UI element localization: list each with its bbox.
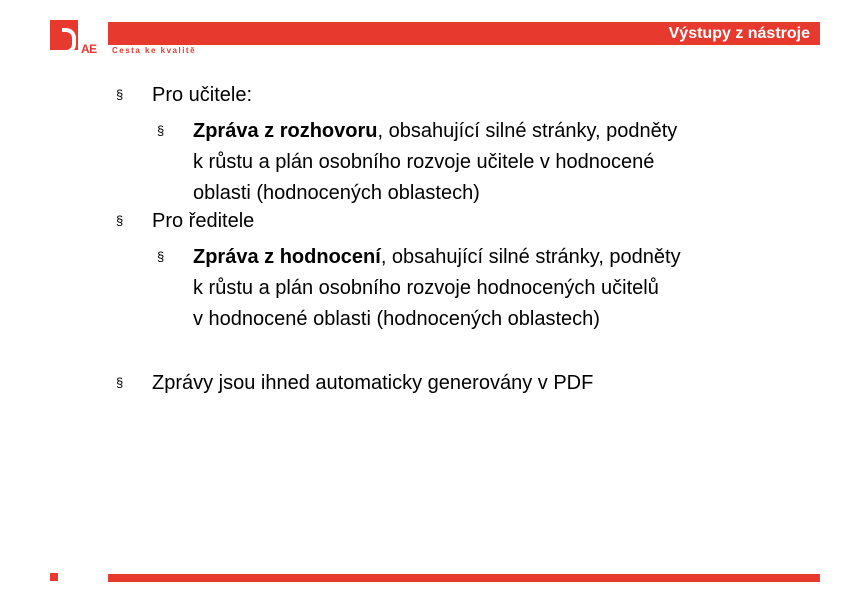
bullet-item-pdf: Zprávy jsou ihned automaticky generovány v PDF bbox=[152, 372, 594, 394]
sub-item-teacher-report bbox=[193, 116, 793, 209]
report-desc-line2: k růstu a plán osobního rozvoje učitele v hodnocené bbox=[193, 151, 655, 173]
report-name: Zpráva z rozhovoru bbox=[193, 120, 378, 142]
sub-item-director-report bbox=[193, 242, 793, 335]
bullet-item-teacher: Pro učitele: bbox=[152, 84, 253, 106]
bullet-icon: § bbox=[157, 123, 165, 138]
bullet-icon: § bbox=[116, 213, 124, 228]
report-desc-line3: oblasti (hodnocených oblastech) bbox=[193, 182, 480, 204]
report-name: Zpráva z hodnocení bbox=[193, 246, 381, 268]
logo-p-mark bbox=[62, 28, 76, 54]
report-desc-line1: , obsahující silné stránky, podněty bbox=[380, 246, 681, 268]
footer-square bbox=[50, 573, 58, 581]
footer-bar bbox=[108, 574, 820, 582]
bullet-icon: § bbox=[116, 87, 124, 102]
logo-tagline: Cesta ke kvalitě bbox=[112, 46, 197, 55]
logo-letters: AE bbox=[81, 42, 97, 56]
header-bar bbox=[108, 22, 820, 45]
logo bbox=[50, 20, 98, 58]
slide-title: Výstupy z nástroje bbox=[668, 25, 810, 42]
report-desc-line1: , obsahující silné stránky, podněty bbox=[377, 120, 678, 142]
bullet-icon: § bbox=[157, 249, 165, 264]
bullet-item-director: Pro ředitele bbox=[152, 210, 255, 232]
bullet-icon: § bbox=[116, 375, 124, 390]
report-desc-line3: v hodnocené oblasti (hodnocených oblastech) bbox=[193, 308, 600, 330]
report-desc-line2: k růstu a plán osobního rozvoje hodnocených učitelů bbox=[193, 277, 659, 299]
